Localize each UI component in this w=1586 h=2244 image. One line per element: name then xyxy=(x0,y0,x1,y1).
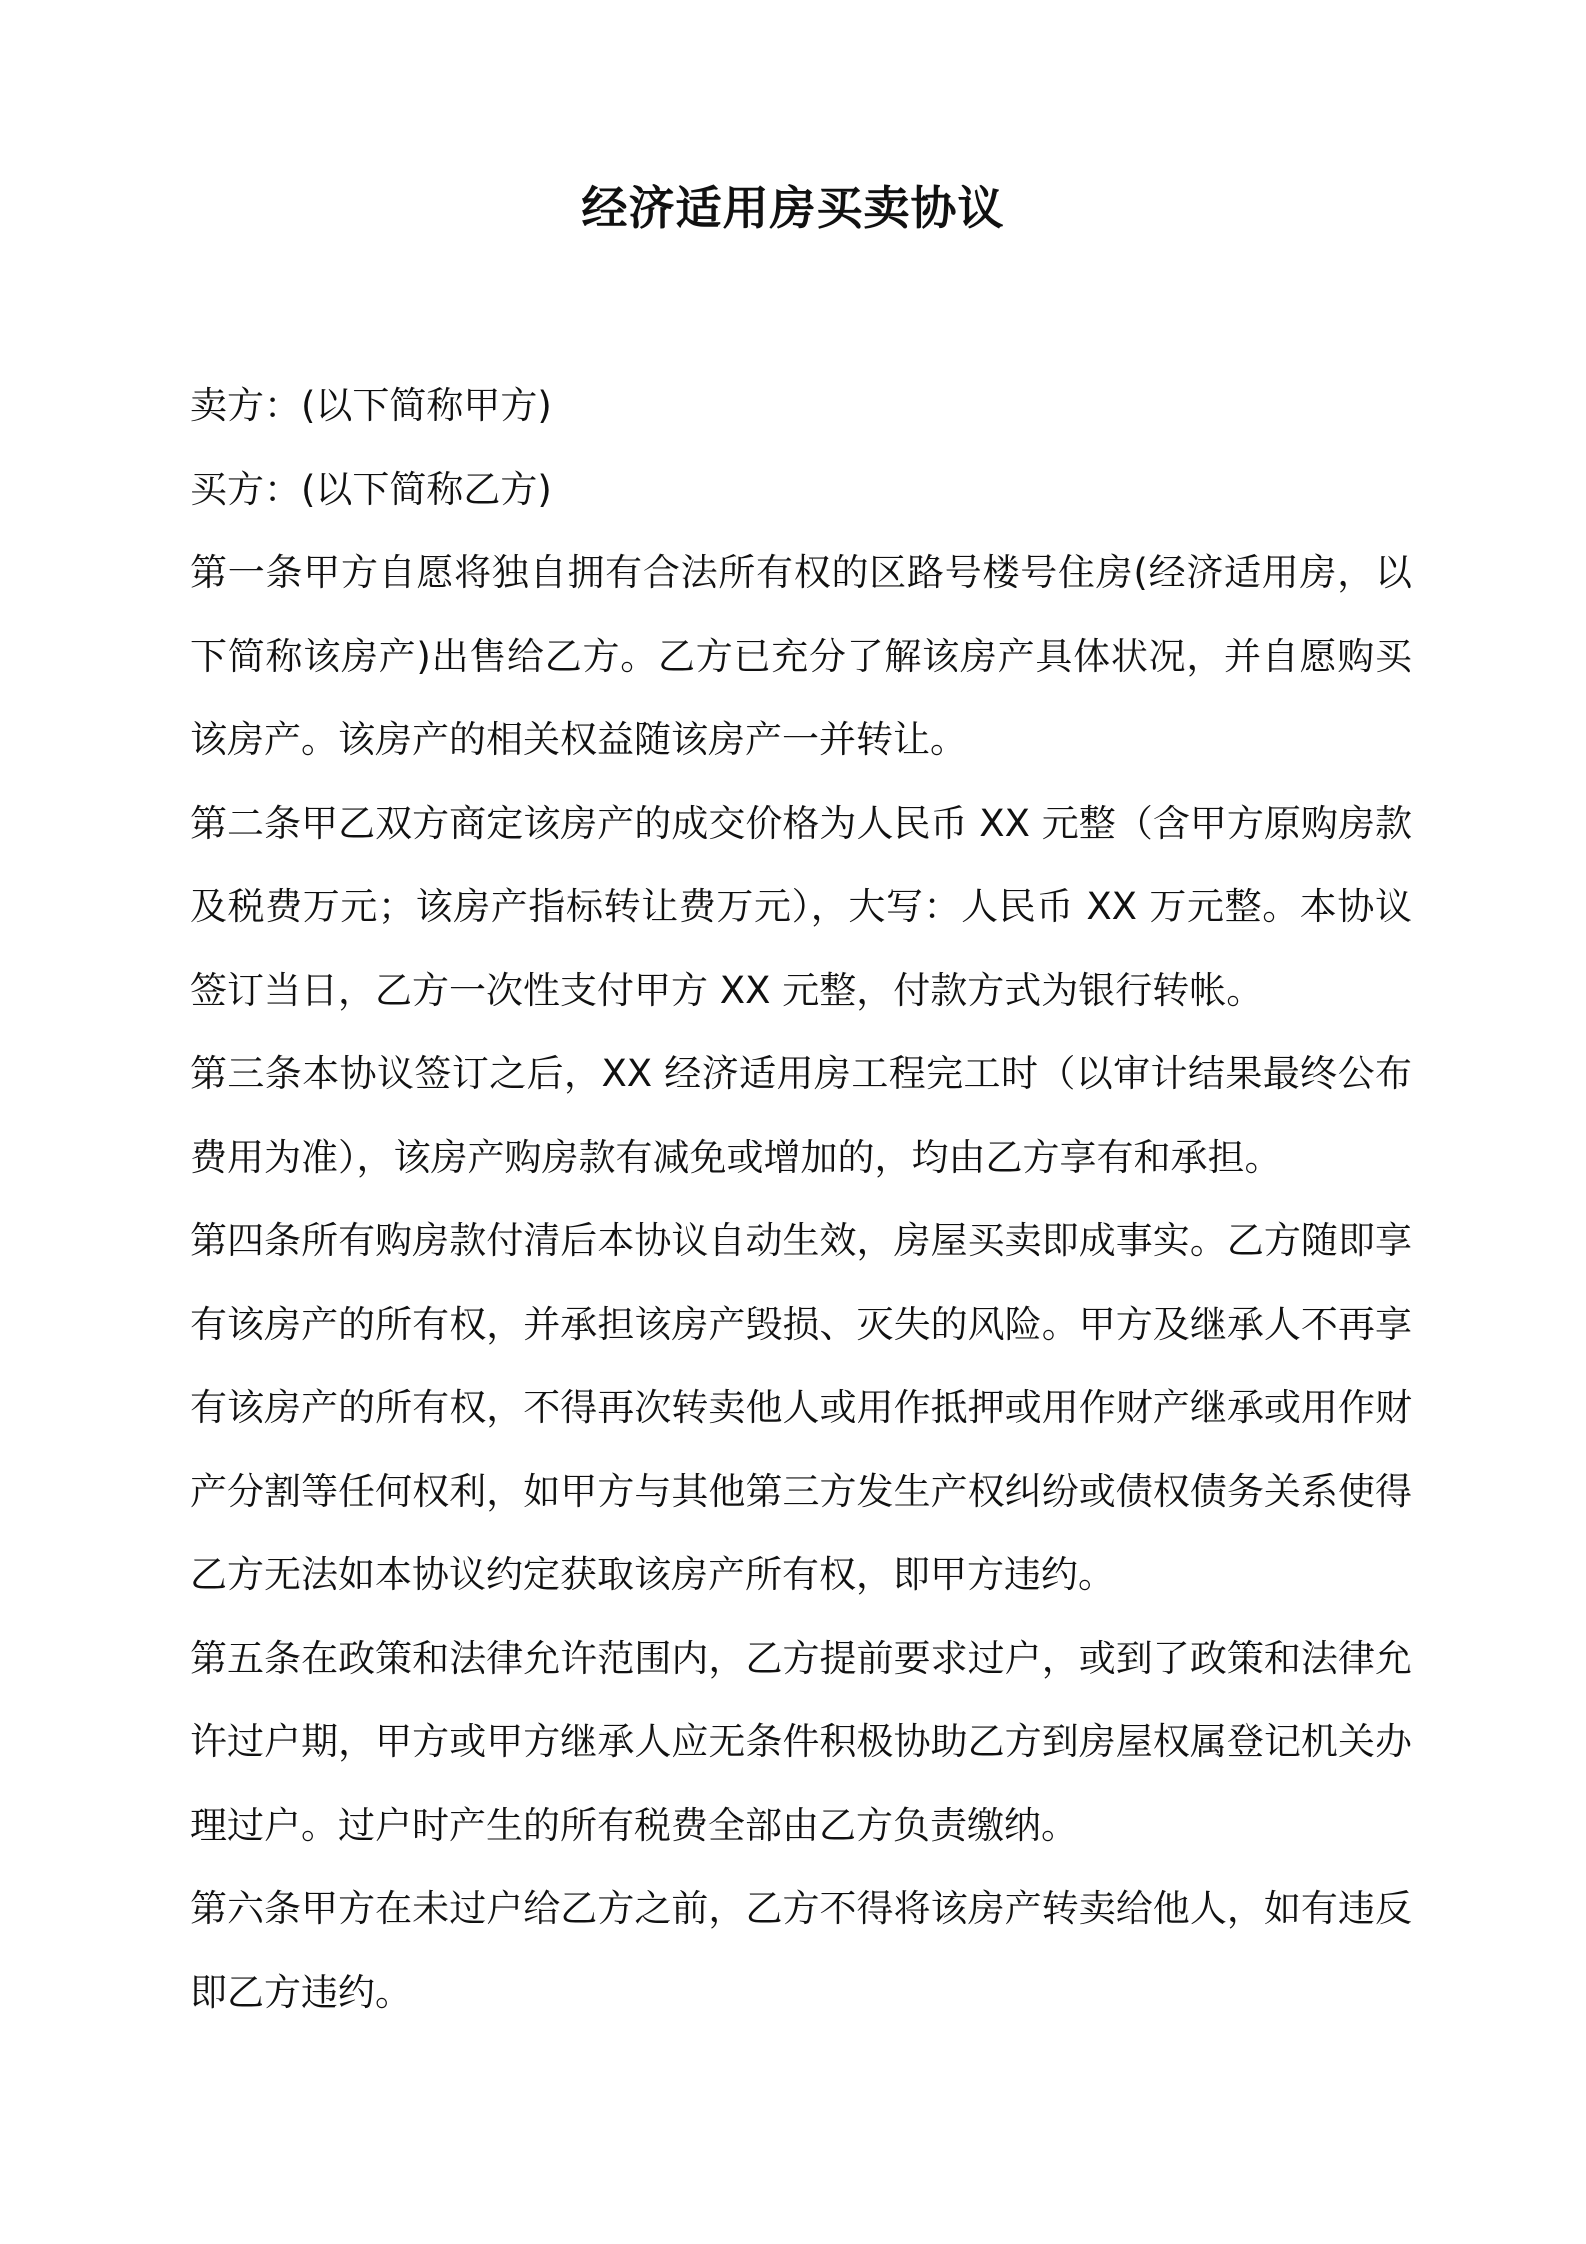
article-5: 第五条在政策和法律允许范围内，乙方提前要求过户，或到了政策和法律允许过户期，甲方或甲方继承人应无条件积极协助乙方到房屋权属登记机关办理过户。过户时产生的所有税费全部由乙方负责缴纳。 xyxy=(190,1636,1412,1847)
article-6: 第六条甲方在未过户给乙方之前，乙方不得将该房产转卖给他人，如有违反即乙方违约。 xyxy=(190,1887,1412,2014)
seller-line: 卖方：(以下简称甲方) xyxy=(190,384,552,427)
buyer-line: 买方：(以下简称乙方) xyxy=(190,467,552,511)
document-body xyxy=(190,364,1412,2034)
article-3: 第三条本协议签订之后，XX 经济适用房工程完工时（以审计结果最终公布费用为准），该房产购房款有减免或增加的，均由乙方享有和承担。 xyxy=(190,1052,1412,1179)
article-1: 第一条甲方自愿将独自拥有合法所有权的区路号楼号住房(经济适用房，以下简称该房产)出售给乙方。乙方已充分了解该房产具体状况，并自愿购买该房产。该房产的相关权益随该房产一并转让。 xyxy=(190,551,1412,761)
article-4: 第四条所有购房款付清后本协议自动生效，房屋买卖即成事实。乙方随即享有该房产的所有权，并承担该房产毁损、灭失的风险。甲方及继承人不再享有该房产的所有权，不得再次转卖他人或用作抵押或用作财产继承或用作财产分割等任何权利，如甲方与其他第三方发生产权纠纷或债权债务关系使得乙方无法如本协议约定获取该房产所有权，即甲方违约。 xyxy=(190,1219,1412,1596)
article-2: 第二条甲乙双方商定该房产的成交价格为人民币 XX 元整（含甲方原购房款及税费万元；该房产指标转让费万元），大写：人民币 XX 万元整。本协议签订当日，乙方一次性支付甲方 XX 元整，付款方式为银行转帐。 xyxy=(190,801,1412,1012)
document-title: 经济适用房买卖协议 xyxy=(581,181,1005,235)
